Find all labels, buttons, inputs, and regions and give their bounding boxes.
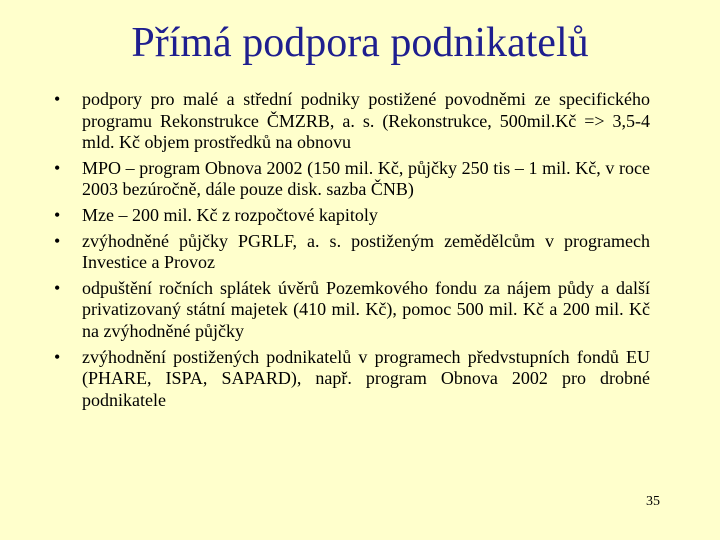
bullet-item: • Mze – 200 mil. Kč z rozpočtové kapitoly — [52, 205, 650, 227]
bullet-item: • podpory pro malé a střední podniky postižené povodněmi ze specifického programu Rekonstrukce ČMZRB, a. s. (Rekonstrukce, 500mil.Kč => 3,5-4 mld. Kč objem prostředků na obnovu — [52, 89, 650, 154]
bullet-item: • MPO – program Obnova 2002 (150 mil. Kč, půjčky 250 tis – 1 mil. Kč, v roce 2003 bezúročně, dále pouze disk. sazba ČNB) — [52, 158, 650, 201]
page-number: 35 — [646, 494, 660, 509]
bullet-list — [52, 89, 650, 415]
bullet-item: • zvýhodnění postižených podnikatelů v programech předvstupních fondů EU (PHARE, ISPA, SAPARD), např. program Obnova 2002 pro drobné podnikatele — [52, 347, 650, 412]
slide-title: Přímá podpora podnikatelů — [131, 20, 589, 66]
bullet-item: • odpuštění ročních splátek úvěrů Pozemkového fondu za nájem půdy a další privatizovaný státní majetek (410 mil. Kč), pomoc 500 mil. Kč a 200 mil. Kč na zvýhodněné půjčky — [52, 278, 650, 343]
bullet-item: • zvýhodněné půjčky PGRLF, a. s. postiženým zemědělcům v programech Investice a Provoz — [52, 231, 650, 274]
